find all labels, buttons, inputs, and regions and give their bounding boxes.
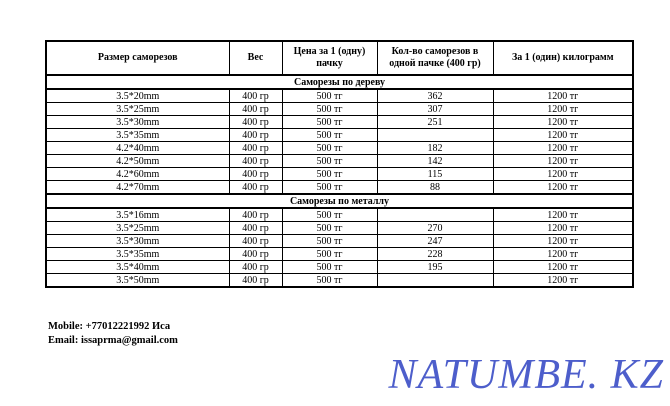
weight-cell: 400 гр [229,89,282,103]
header-row [46,41,633,75]
price-cell: 500 тг [282,129,377,142]
per-kg-cell: 1200 тг [493,261,633,274]
size-cell: 3.5*40mm [46,261,229,274]
table-row [46,89,633,103]
size-cell: 4.2*40mm [46,142,229,155]
per-kg-cell: 1200 тг [493,116,633,129]
header-qty-per-pack: Кол-во саморезов в одной пачке (400 гр) [377,41,493,75]
per-kg-cell: 1200 тг [493,155,633,168]
table-row [46,155,633,168]
weight-cell: 400 гр [229,235,282,248]
size-cell: 3.5*50mm [46,274,229,288]
size-cell: 4.2*70mm [46,181,229,195]
per-kg-cell: 1200 тг [493,181,633,195]
weight-cell: 400 гр [229,181,282,195]
price-cell: 500 тг [282,235,377,248]
table-row [46,261,633,274]
weight-cell: 400 гр [229,129,282,142]
per-kg-cell: 1200 тг [493,168,633,181]
weight-cell: 400 гр [229,103,282,116]
qty-cell: 142 [377,155,493,168]
price-table [45,40,634,288]
per-kg-cell: 1200 тг [493,235,633,248]
size-cell: 3.5*25mm [46,103,229,116]
table-row [46,181,633,195]
price-cell: 500 тг [282,168,377,181]
price-cell: 500 тг [282,116,377,129]
header-price-per-pack: Цена за 1 (одну) пачку [282,41,377,75]
qty-cell: 88 [377,181,493,195]
size-cell: 3.5*20mm [46,89,229,103]
qty-cell [377,129,493,142]
size-cell: 4.2*50mm [46,155,229,168]
table-row [46,274,633,288]
qty-cell: 182 [377,142,493,155]
price-cell: 500 тг [282,274,377,288]
size-cell: 3.5*30mm [46,235,229,248]
per-kg-cell: 1200 тг [493,222,633,235]
price-cell: 500 тг [282,155,377,168]
size-cell: 4.2*60mm [46,168,229,181]
per-kg-cell: 1200 тг [493,274,633,288]
header-size: Размер саморезов [46,41,229,75]
weight-cell: 400 гр [229,222,282,235]
table-row [46,168,633,181]
table-row [46,129,633,142]
weight-cell: 400 гр [229,155,282,168]
qty-cell: 270 [377,222,493,235]
weight-cell: 400 гр [229,168,282,181]
size-cell: 3.5*30mm [46,116,229,129]
size-cell: 3.5*35mm [46,248,229,261]
table-row [46,235,633,248]
contact-mobile: Mobile: +77012221992 Иса [48,321,171,332]
price-cell: 500 тг [282,181,377,195]
table-row [46,222,633,235]
per-kg-cell: 1200 тг [493,129,633,142]
qty-cell [377,274,493,288]
price-cell: 500 тг [282,103,377,116]
weight-cell: 400 гр [229,261,282,274]
section-title: Саморезы по дереву [46,75,633,89]
qty-cell: 307 [377,103,493,116]
table-row [46,208,633,222]
per-kg-cell: 1200 тг [493,208,633,222]
qty-cell: 195 [377,261,493,274]
weight-cell: 400 гр [229,274,282,288]
weight-cell: 400 гр [229,142,282,155]
size-cell: 3.5*25mm [46,222,229,235]
price-cell: 500 тг [282,142,377,155]
header-price-per-kg: За 1 (один) килограмм [493,41,633,75]
per-kg-cell: 1200 тг [493,89,633,103]
table-row [46,116,633,129]
size-cell: 3.5*16mm [46,208,229,222]
qty-cell: 362 [377,89,493,103]
header-weight: Вес [229,41,282,75]
price-cell: 500 тг [282,208,377,222]
weight-cell: 400 гр [229,116,282,129]
watermark-logo: NATUMBE. KZ [388,352,664,398]
section-header-row [46,194,633,208]
per-kg-cell: 1200 тг [493,103,633,116]
qty-cell: 251 [377,116,493,129]
table-row [46,248,633,261]
contact-info [48,320,178,347]
per-kg-cell: 1200 тг [493,142,633,155]
table-row [46,142,633,155]
size-cell: 3.5*35mm [46,129,229,142]
weight-cell: 400 гр [229,248,282,261]
qty-cell: 247 [377,235,493,248]
price-cell: 500 тг [282,261,377,274]
qty-cell: 228 [377,248,493,261]
qty-cell: 115 [377,168,493,181]
qty-cell [377,208,493,222]
contact-email: Email: issaprma@gmail.com [48,334,178,346]
section-header-row [46,75,633,89]
weight-cell: 400 гр [229,208,282,222]
section-title: Саморезы по металлу [46,194,633,208]
table-row [46,103,633,116]
price-cell: 500 тг [282,89,377,103]
per-kg-cell: 1200 тг [493,248,633,261]
price-cell: 500 тг [282,248,377,261]
price-cell: 500 тг [282,222,377,235]
